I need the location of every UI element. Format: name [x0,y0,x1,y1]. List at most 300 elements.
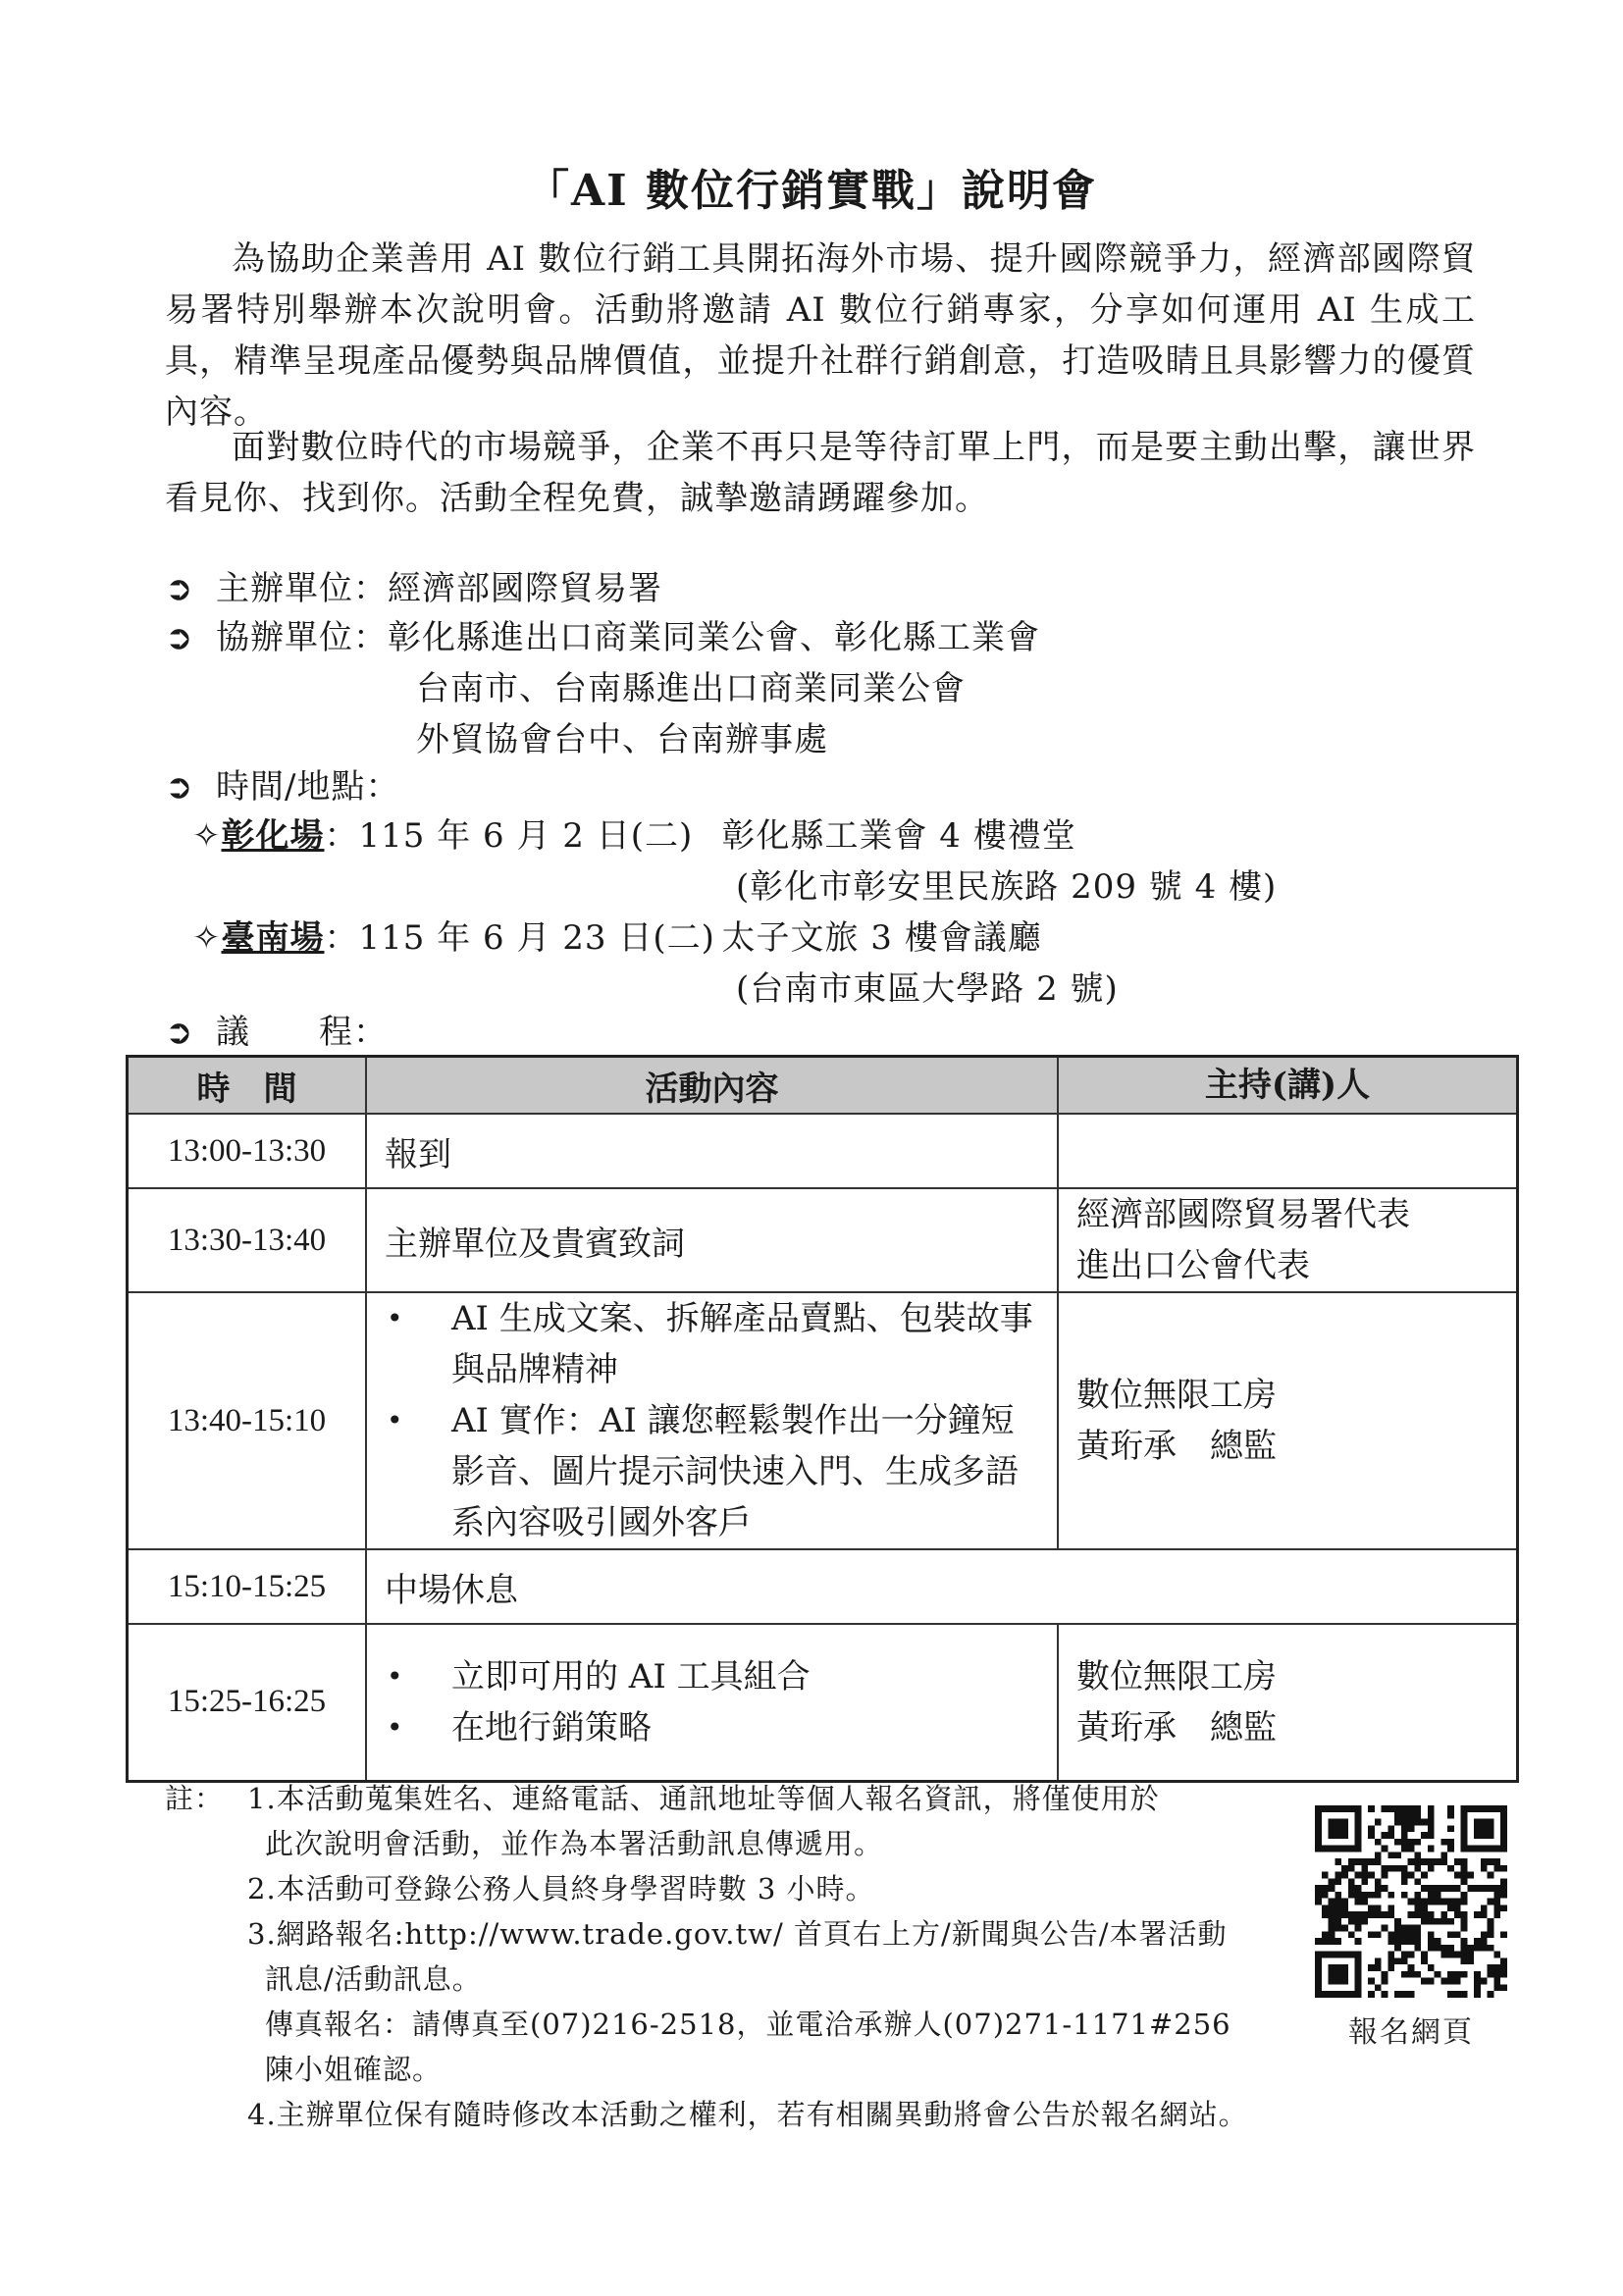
note-text: 本活動可登錄公務人員終身學習時數 3 小時。 [276,1872,875,1905]
qr-module [1401,1991,1408,1998]
qr-module [1447,1931,1454,1938]
qr-module [1322,1911,1329,1918]
qr-module [1447,1865,1454,1872]
note-number: 3. [247,1917,277,1951]
qr-module [1387,1852,1394,1858]
qr-module [1375,1984,1382,1991]
qr-module [1461,1892,1468,1899]
qr-module [1461,1858,1468,1865]
venue-name: 彰化場 [221,816,325,856]
qr-module [1447,1839,1454,1846]
qr-module [1474,1911,1481,1918]
qr-module [1500,1971,1507,1978]
qr-module [1401,1825,1408,1832]
row-content: 主辦單位及貴賓致詞 [366,1188,1058,1292]
qr-module [1428,1945,1435,1952]
qr-module [1447,1905,1454,1911]
qr-module [1394,1918,1401,1925]
qr-module [1454,1971,1461,1978]
qr-module [1493,1978,1500,1985]
note-continuation: 此次說明會活動，並作為本署活動訊息傳遞用。 [265,1827,884,1860]
qr-module [1368,1805,1375,1812]
row-content: 中場休息 [366,1549,1518,1624]
qr-module [1421,1957,1428,1964]
qr-module [1488,1872,1494,1879]
qr-module [1394,1945,1401,1952]
venue-name: 臺南場 [221,918,325,958]
host-line: 黃珩承 總監 [1076,1427,1277,1466]
qr-module [1428,1805,1435,1812]
host-line: 數位無限工房 [1076,1656,1277,1696]
qr-module [1461,1945,1468,1952]
qr-module [1361,1899,1368,1905]
qr-module [1341,1911,1348,1918]
qr-module [1454,1931,1461,1938]
row-host [1058,1292,1518,1549]
qr-module [1355,1911,1362,1918]
qr-module [1387,1905,1394,1911]
bullet-list [385,1651,1039,1753]
qr-module [1461,1911,1468,1918]
qr-module [1329,1918,1335,1925]
qr-module [1408,1931,1415,1938]
qr-module [1401,1971,1408,1978]
qr-module [1474,1978,1481,1985]
qr-module [1408,1938,1415,1945]
qr-module [1428,1911,1435,1918]
qr-module [1454,1858,1461,1865]
right-arrow-circle-icon: ➲ [165,569,194,608]
qr-module [1387,1952,1394,1958]
note-text: 本活動蒐集姓名、連絡電話、通訊地址等個人報名資訊，將僅使用於 [276,1782,1160,1815]
qr-module [1447,1952,1454,1958]
qr-module [1414,1805,1421,1812]
qr-module [1368,1978,1375,1985]
qr-module [1421,1899,1428,1905]
qr-module [1428,1819,1435,1826]
organizer-row [165,563,662,614]
qr-module [1315,1899,1322,1905]
qr-module [1361,1865,1368,1872]
qr-module [1481,1858,1488,1865]
qr-module [1461,1872,1468,1879]
qr-module [1428,1978,1435,1985]
qr-module [1421,1885,1428,1892]
qr-module [1315,1885,1322,1892]
qr-module [1474,1991,1481,1998]
qr-module [1435,1971,1441,1978]
qr-module [1414,1945,1421,1952]
qr-module [1335,1905,1341,1911]
qr-module [1428,1892,1435,1899]
qr-module [1401,1957,1408,1964]
row-host [1058,1188,1518,1292]
qr-module [1382,1978,1388,1985]
qr-module [1454,1905,1461,1911]
row-time: 15:25-16:25 [128,1624,367,1781]
qr-module [1428,1832,1435,1839]
qr-module [1408,1964,1415,1971]
qr-module [1435,1938,1441,1945]
qr-module [1500,1957,1507,1964]
row-host [1058,1624,1518,1781]
qr-module [1394,1925,1401,1932]
qr-module [1335,1938,1341,1945]
qr-module [1454,1872,1461,1879]
note-item [165,1911,1293,1957]
qr-module [1500,1984,1507,1991]
qr-module [1435,1858,1441,1865]
qr-module [1488,1971,1494,1978]
qr-module [1315,1938,1322,1945]
qr-module [1387,1892,1394,1899]
qr-module [1500,1878,1507,1885]
venue-tainan [192,913,1042,964]
qr-module [1375,1878,1382,1885]
qr-module [1348,1865,1355,1872]
qr-module [1408,1971,1415,1978]
qr-module [1361,1911,1368,1918]
qr-module [1454,1885,1461,1892]
host-line: 數位無限工房 [1076,1376,1277,1415]
qr-module [1394,1991,1401,1998]
qr-module [1467,1885,1474,1892]
qr-module [1454,1952,1461,1958]
qr-module [1322,1931,1329,1938]
qr-module [1488,1925,1494,1932]
qr-module [1361,1918,1368,1925]
qr-module [1387,1865,1394,1872]
list-item: • 立即可用的 AI 工具組合 [385,1651,1039,1702]
qr-finder-module [1329,1964,1348,1984]
qr-module [1454,1978,1461,1985]
note-number: 2. [247,1872,277,1905]
qr-module [1481,1905,1488,1911]
qr-module [1454,1991,1461,1998]
qr-module [1461,1918,1468,1925]
qr-module [1387,1911,1394,1918]
qr-module [1488,1899,1494,1905]
qr-module [1361,1858,1368,1865]
qr-module [1500,1865,1507,1872]
qr-module [1447,1899,1454,1905]
qr-module [1488,1918,1494,1925]
qr-module [1493,1858,1500,1865]
qr-module [1428,1899,1435,1905]
qr-module [1474,1971,1481,1978]
qr-module [1467,1872,1474,1879]
qr-module [1401,1819,1408,1826]
table-row [128,1114,1518,1188]
host-line: 經濟部國際貿易署代表 [1076,1195,1410,1234]
qr-module [1493,1964,1500,1971]
qr-module [1341,1899,1348,1905]
qr-module [1355,1858,1362,1865]
agenda-table [126,1055,1519,1783]
qr-module [1447,1918,1454,1925]
agenda-row [165,1007,388,1058]
qr-module [1493,1899,1500,1905]
qr-module [1461,1938,1468,1945]
qr-module [1408,1812,1415,1819]
qr-module [1382,1805,1388,1812]
qr-module [1368,1872,1375,1879]
qr-module [1421,1911,1428,1918]
qr-module [1493,1885,1500,1892]
row-host [1058,1114,1518,1188]
header-time: 時 間 [128,1057,367,1115]
qr-module [1361,1892,1368,1899]
table-header-row [128,1057,1518,1115]
qr-module [1375,1819,1382,1826]
right-arrow-circle-icon: ➲ [165,1013,194,1052]
qr-module [1481,1938,1488,1945]
row-content: 報到 [366,1114,1058,1188]
qr-module [1394,1852,1401,1858]
qr-module [1481,1865,1488,1872]
qr-module [1355,1872,1362,1879]
note-text: 網路報名:http://www.trade.gov.tw/ 首頁右上方/新聞與公告/本署活動 [276,1917,1228,1951]
qr-module [1401,1846,1408,1852]
notes-section [165,1776,1293,2137]
co-organizer-line-3: 外貿協會台中、台南辦事處 [416,720,828,759]
qr-module [1382,1911,1388,1918]
table-row [128,1292,1518,1549]
qr-module [1401,1938,1408,1945]
qr-module [1401,1952,1408,1958]
qr-module [1382,1846,1388,1852]
qr-module [1387,1825,1394,1832]
qr-module [1375,1957,1382,1964]
document-title: 「AI 數位行銷實戰」說明會 [525,166,1098,216]
qr-module [1461,1991,1468,1998]
qr-module [1387,1931,1394,1938]
qr-module [1355,1918,1362,1925]
qr-module [1493,1892,1500,1899]
qr-module [1394,1812,1401,1819]
qr-module [1447,1991,1454,1998]
qr-module [1481,1931,1488,1938]
venue-place: 太子文旅 3 樓會議廳 [721,918,1042,958]
note-item [165,2002,1293,2047]
qr-module [1461,1865,1468,1872]
note-continuation: 陳小姐確認。 [265,2053,443,2086]
qr-module [1408,1899,1415,1905]
qr-module [1414,1892,1421,1899]
qr-module [1335,1892,1341,1899]
qr-module [1401,1865,1408,1872]
qr-module [1428,1812,1435,1819]
qr-module [1401,1872,1408,1879]
qr-module [1461,1952,1468,1958]
qr-module [1375,1905,1382,1911]
table-row [128,1188,1518,1292]
qr-module [1428,1918,1435,1925]
qr-module [1394,1865,1401,1872]
qr-module [1428,1865,1435,1872]
qr-module [1368,1911,1375,1918]
intro-paragraph-2: 面對數位時代的市場競爭，企業不再只是等待訂單上門，而是要主動出擊，讓世界看見你、找到你。活動全程免費，誠摯邀請踴躍參加。 [165,428,1476,518]
qr-module [1387,1805,1394,1812]
qr-module [1447,1885,1454,1892]
qr-module [1382,1832,1388,1839]
qr-module [1329,1899,1335,1905]
four-point-star-icon: ✧ [192,816,222,856]
qr-module [1387,1938,1394,1945]
qr-module [1382,1925,1388,1932]
qr-module [1387,1964,1394,1971]
qr-module [1394,1957,1401,1964]
qr-module [1368,1892,1375,1899]
co-organizer-label: 協辦單位： [216,618,388,657]
venue-date: 115 年 6 月 23 日(二) [358,918,715,958]
qr-module [1329,1878,1335,1885]
qr-module [1348,1878,1355,1885]
qr-module [1401,1931,1408,1938]
qr-module [1421,1978,1428,1985]
qr-module [1408,1819,1415,1826]
qr-module [1341,1872,1348,1879]
note-continuation: 訊息/活動訊息。 [265,1962,482,1996]
qr-module [1394,1819,1401,1826]
qr-module [1428,1885,1435,1892]
right-arrow-circle-icon: ➲ [165,618,194,657]
qr-module [1414,1925,1421,1932]
qr-module [1329,1925,1335,1932]
note-item [165,1866,1293,1911]
qr-module [1375,1858,1382,1865]
qr-module [1335,1878,1341,1885]
qr-module [1414,1852,1421,1858]
qr-module [1329,1938,1335,1945]
qr-module [1401,1832,1408,1839]
qr-module [1488,1858,1494,1865]
bullet-list [385,1293,1039,1548]
qr-module [1414,1938,1421,1945]
qr-module [1341,1925,1348,1932]
qr-module [1408,1952,1415,1958]
qr-module [1322,1938,1329,1945]
header-content: 活動內容 [366,1057,1058,1115]
qr-module [1341,1905,1348,1911]
qr-module [1335,1872,1341,1879]
row-time: 15:10-15:25 [128,1549,367,1624]
qr-module [1447,1846,1454,1852]
intro-paragraph-1: 為協助企業善用 AI 數位行銷工具開拓海外市場、提升國際競爭力，經濟部國際貿易署特別舉辦本次說明會。活動將邀請 AI 數位行銷專家，分享如何運用 AI 生成工具，精準呈現產品優勢與品牌價值，並提升社群行銷創意，打造吸睛且具影響力的優質內容。 [165,239,1476,432]
venue-place: 彰化縣工業會 4 樓禮堂 [721,816,1076,856]
qr-module [1361,1872,1368,1879]
qr-module [1421,1832,1428,1839]
qr-module [1408,1805,1415,1812]
qr-module [1421,1905,1428,1911]
qr-module [1375,1931,1382,1938]
notes-label: 註： [165,1782,225,1815]
venue-colon: ： [324,816,359,856]
qr-module [1408,1925,1415,1932]
qr-module [1315,1892,1322,1899]
qr-code-icon[interactable] [1315,1805,1507,1998]
note-item [165,2092,1293,2137]
qr-module [1493,1865,1500,1872]
qr-module [1414,1971,1421,1978]
qr-label: 報名網頁 [1348,2015,1474,2050]
qr-module [1435,1892,1441,1899]
right-arrow-circle-icon: ➲ [165,767,194,807]
qr-module [1428,1858,1435,1865]
qr-module [1414,1931,1421,1938]
qr-module [1488,1964,1494,1971]
qr-module [1428,1964,1435,1971]
qr-module [1481,1978,1488,1985]
qr-module [1401,1805,1408,1812]
qr-module [1447,1805,1454,1812]
qr-module [1467,1952,1474,1958]
qr-module [1368,1832,1375,1839]
qr-module [1461,1878,1468,1885]
table-row [128,1549,1518,1624]
qr-module [1447,1945,1454,1952]
qr-module [1335,1911,1341,1918]
note-number: 1. [247,1782,277,1815]
note-text: 主辦單位保有隨時修改本活動之權利，若有相關異動將會公告於報名網站。 [276,2098,1248,2131]
qr-module [1428,1846,1435,1852]
qr-module [1440,1978,1447,1985]
qr-finder-module [1474,1819,1493,1839]
qr-module [1375,1885,1382,1892]
qr-finder-module [1329,1819,1348,1839]
row-time: 13:40-15:10 [128,1292,367,1549]
qr-module [1474,1938,1481,1945]
qr-module [1382,1865,1388,1872]
qr-module [1414,1905,1421,1911]
qr-module [1461,1925,1468,1932]
qr-module [1421,1952,1428,1958]
qr-module [1474,1885,1481,1892]
qr-module [1382,1971,1388,1978]
qr-module [1440,1858,1447,1865]
qr-module [1435,1885,1441,1892]
qr-module [1355,1938,1362,1945]
qr-module [1322,1872,1329,1879]
qr-module [1335,1925,1341,1932]
list-item: • AI 實作：AI 讓您輕鬆製作出一分鐘短影音、圖片提示詞快速入門、生成多語系內容吸引國外客戶 [385,1395,1039,1548]
qr-module [1329,1911,1335,1918]
qr-module [1322,1892,1329,1899]
schedule-row [165,761,399,812]
venue-address: (台南市東區大學路 2 號) [736,969,1119,1009]
list-item: • 在地行銷策略 [385,1702,1039,1753]
qr-module [1348,1931,1355,1938]
qr-module [1500,1964,1507,1971]
qr-module [1408,1858,1415,1865]
qr-module [1428,1938,1435,1945]
qr-module [1461,1971,1468,1978]
qr-module [1348,1858,1355,1865]
qr-module [1394,1805,1401,1812]
qr-module [1421,1819,1428,1826]
qr-module [1493,1984,1500,1991]
co-organizer-row [165,612,1040,663]
qr-module [1394,1931,1401,1938]
qr-module [1368,1991,1375,1998]
qr-module [1382,1991,1388,1998]
row-time: 13:00-13:30 [128,1114,367,1188]
host-line: 進出口公會代表 [1076,1246,1310,1285]
qr-module [1414,1819,1421,1826]
qr-module [1447,1812,1454,1819]
qr-module [1401,1925,1408,1932]
qr-module [1368,1825,1375,1832]
